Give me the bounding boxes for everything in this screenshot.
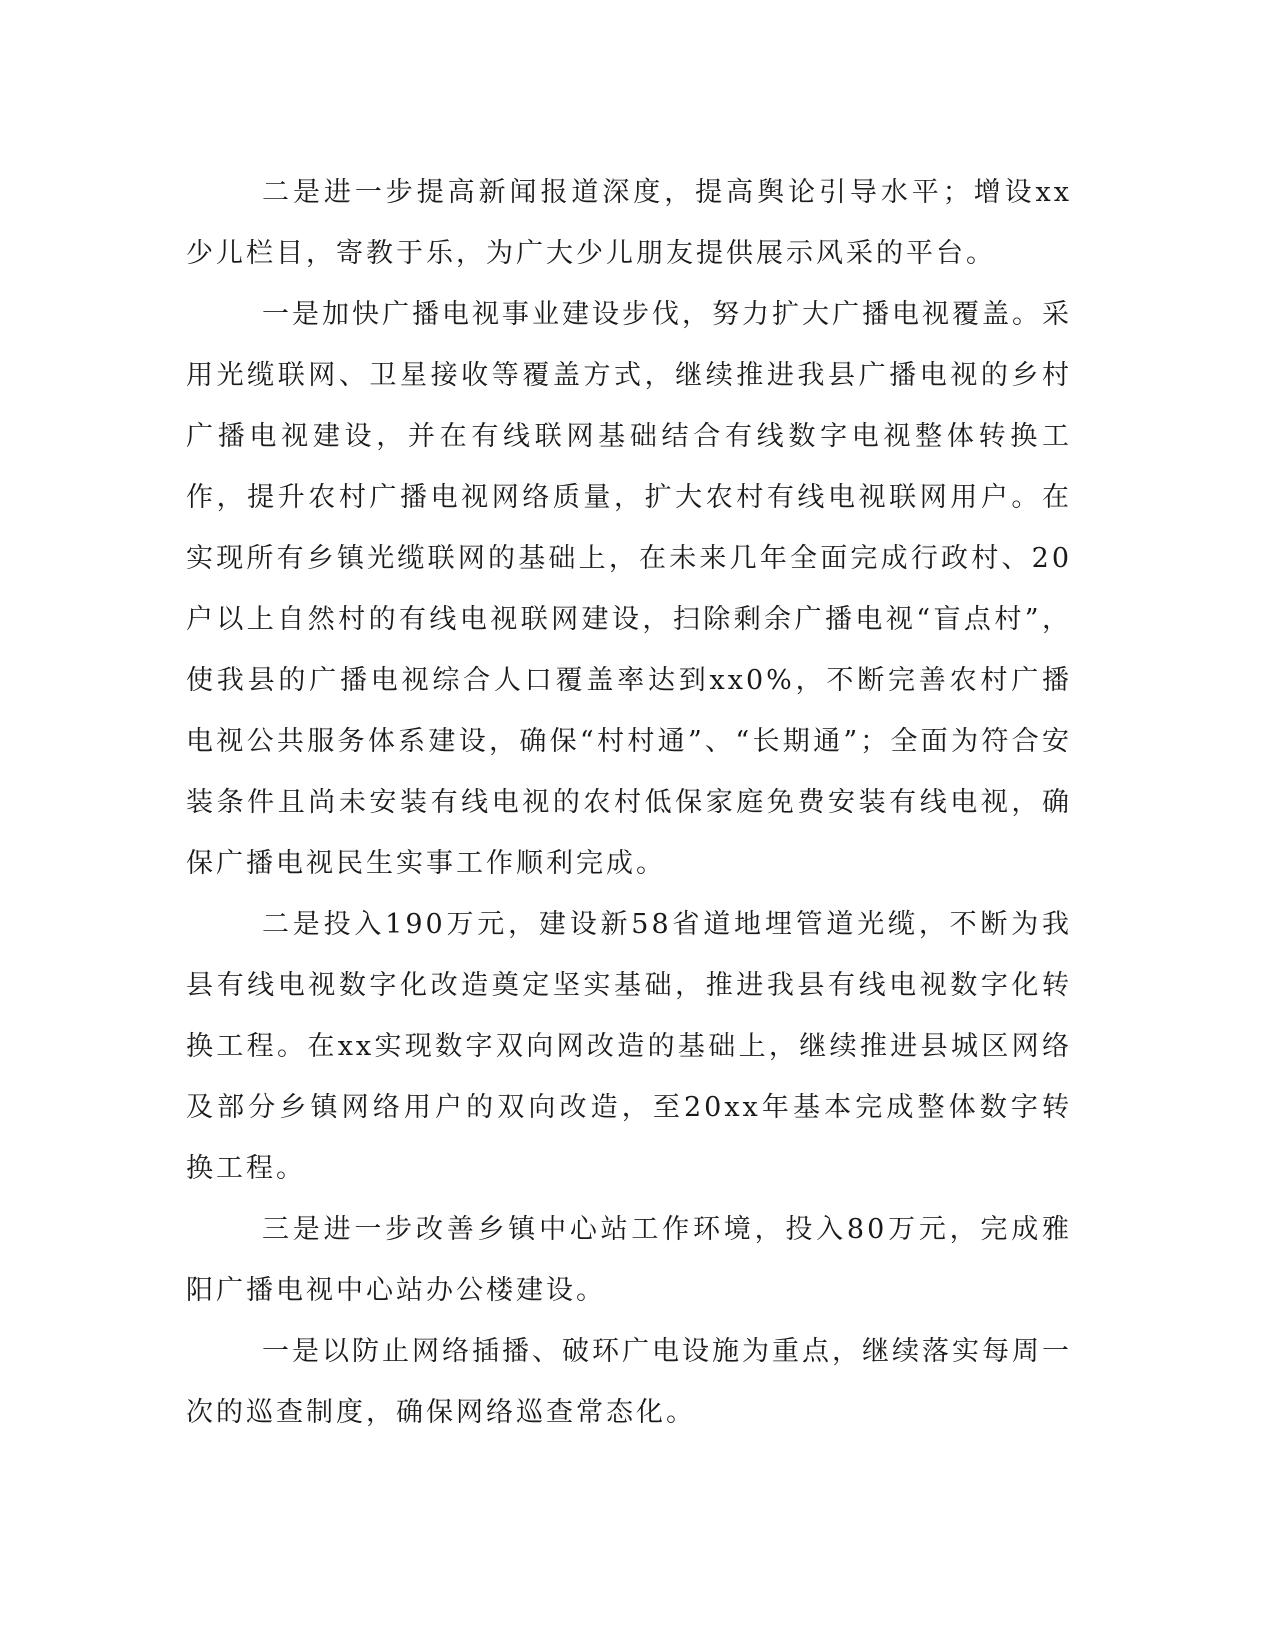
paragraph-4: 三是进一步改善乡镇中心站工作环境，投入80万元，完成雅阳广播电视中心站办公楼建设。 [186, 1214, 1072, 1306]
paragraph-2: 一是加快广播电视事业建设步伐，努力扩大广播电视覆盖。采用光缆联网、卫星接收等覆盖方式，继续推进我县广播电视的乡村广播电视建设，并在有线联网基础结合有线数字电视整体转换工作，提升农村广播电视网络质量，扩大农村有线电视联网用户。在实现所有乡镇光缆联网的基础上，在未来几年全面完成行政村、20户以上自然村的有线电视联网建设，扫除剩余广播电视“盲点村”，使我县的广播电视综合人口覆盖率达到xx0%，不断完善农村广播电视公共服务体系建设，确保“村村通”、“长期通”；全面为符合安装条件且尚未安装有线电视的农村低保家庭免费安装有线电视，确保广播电视民生实事工作顺利完成。 [186, 299, 1072, 879]
document-body [186, 162, 1072, 1443]
paragraph-1: 二是进一步提高新闻报道深度，提高舆论引导水平；增设xx少儿栏目，寄教于乐，为广大少儿朋友提供展示风采的平台。 [186, 177, 1072, 269]
paragraph-5: 一是以防止网络插播、破环广电设施为重点，继续落实每周一次的巡查制度，确保网络巡查常态化。 [186, 1336, 1072, 1428]
paragraph-3: 二是投入190万元，建设新58省道地埋管道光缆，不断为我县有线电视数字化改造奠定坚实基础，推进我县有线电视数字化转换工程。在xx实现数字双向网改造的基础上，继续推进县城区网络及部分乡镇网络用户的双向改造，至20xx年基本完成整体数字转换工程。 [186, 909, 1072, 1184]
